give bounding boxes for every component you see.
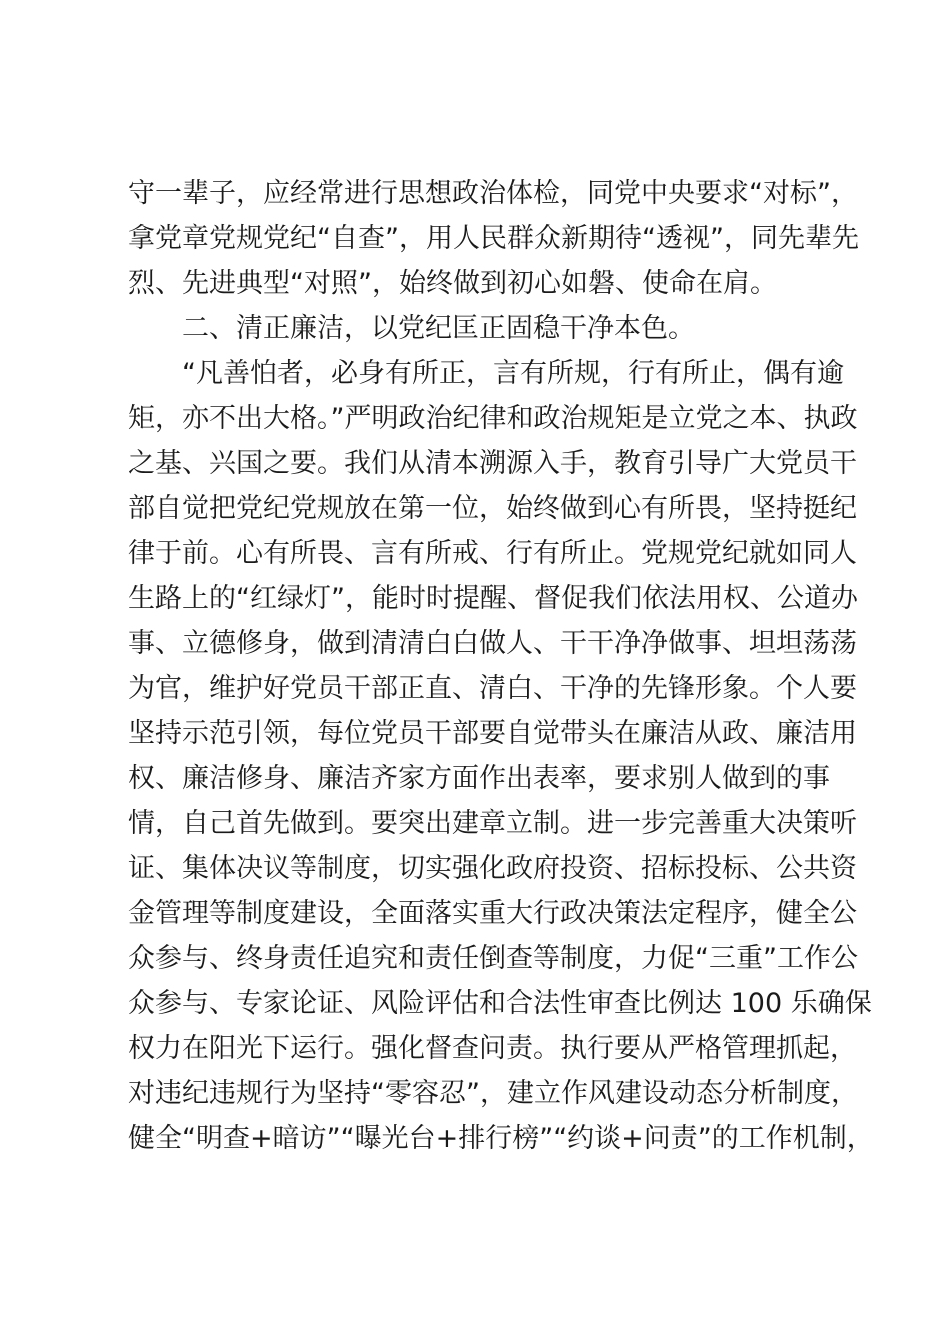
text-line: 众参与、专家论证、风险评估和合法性审查比例达 100 乐确保 [128,988,872,1019]
text-line: 矩，亦不出大格。”严明政治纪律和政治规矩是立党之本、执政 [128,403,858,434]
text-line: 守一辈子，应经常进行思想政治体检，同党中央要求“对标”， [128,178,858,209]
text-line: 之基、兴国之要。我们从清本溯源入手，教育引导广大党员干 [128,448,857,479]
text-line: 为官，维护好党员干部正直、清白、干净的先锋形象。个人要 [128,673,857,704]
text-line: 律于前。心有所畏、言有所戒、行有所止。党规党纪就如同人 [128,538,857,569]
text-line: 烈、先进典型“对照”，始终做到初心如磐、使命在肩。 [128,268,777,299]
text-line: 拿党章党规党纪“自查”，用人民群众新期待“透视”，同先辈先 [128,223,859,254]
text-line: 健全“明查+暗访”“曝光台+排行榜”“约谈+问责”的工作机制， [128,1123,874,1154]
text-line: 事、立德修身，做到清清白白做人、干干净净做事、坦坦荡荡 [128,628,857,659]
text-line: 对违纪违规行为坚持“零容忍”，建立作风建设动态分析制度， [128,1078,858,1109]
text-line: 权、廉洁修身、廉洁齐家方面作出表率，要求别人做到的事 [128,763,830,794]
document-body [128,171,874,1161]
section-heading: 二、清正廉洁，以党纪匡正固稳干净本色。 [182,313,695,344]
text-line: 情，自己首先做到。要突出建章立制。进一步完善重大决策听 [128,808,857,839]
text-line: 坚持示范引领，每位党员干部要自觉带头在廉洁从政、廉洁用 [128,718,857,749]
text-line: 证、集体决议等制度，切实强化政府投资、招标投标、公共资 [128,853,857,884]
text-line: 生路上的“红绿灯”，能时时提醒、督促我们依法用权、公道办 [128,583,858,614]
text-line: “凡善怕者，必身有所正，言有所规，行有所止，偶有逾 [182,358,844,389]
text-line: 权力在阳光下运行。强化督查问责。执行要从严格管理抓起， [128,1033,857,1064]
text-line: 部自觉把党纪党规放在第一位，始终做到心有所畏，坚持挺纪 [128,493,857,524]
text-line: 金管理等制度建设，全面落实重大行政决策法定程序，健全公 [128,898,857,929]
text-line: 众参与、终身责任追究和责任倒查等制度，力促“三重”工作公 [128,943,858,974]
